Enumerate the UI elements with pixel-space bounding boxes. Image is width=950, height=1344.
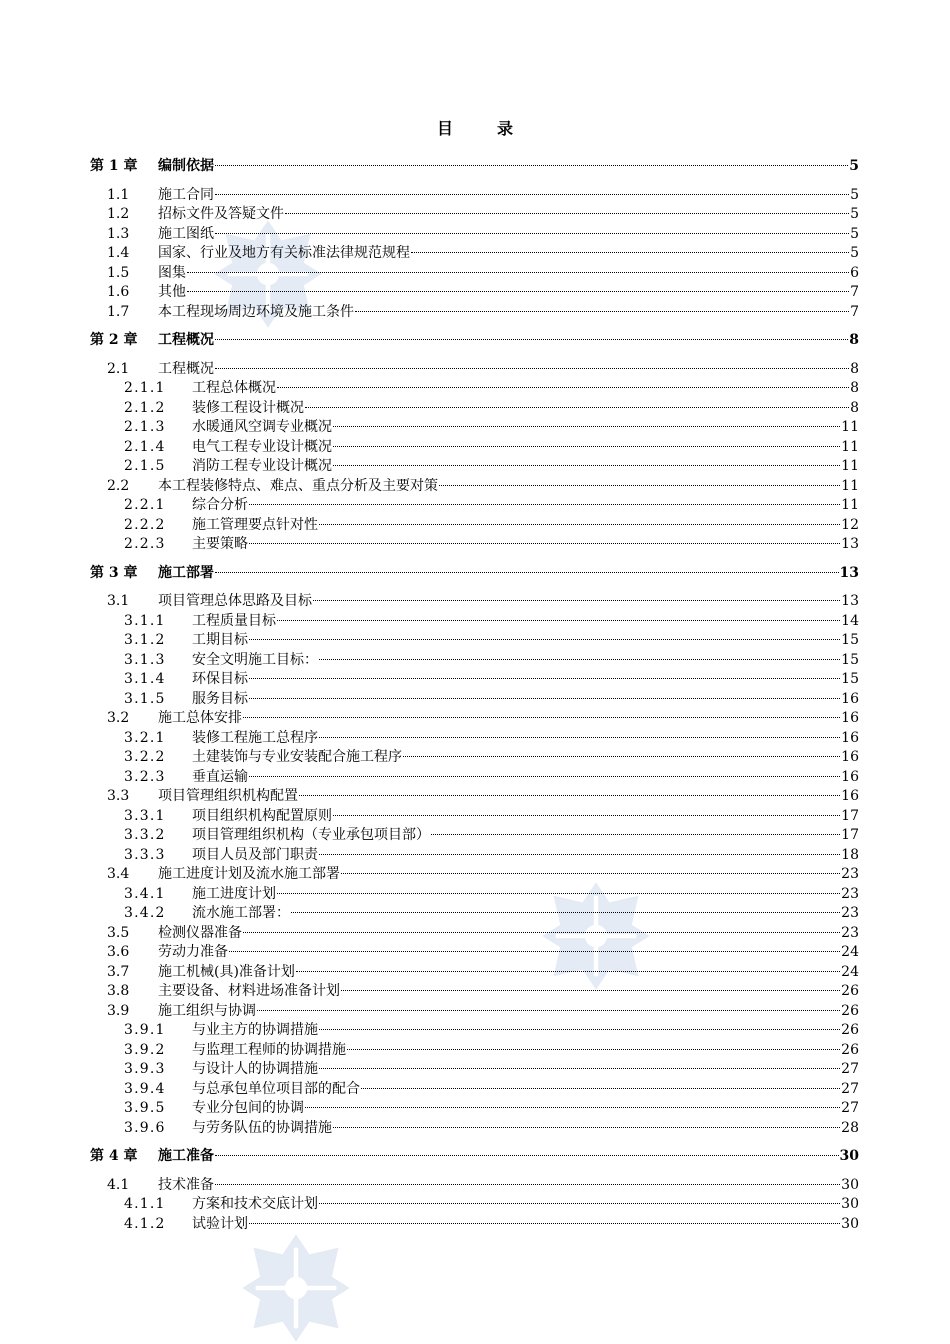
toc-page-number: 28 xyxy=(841,1119,859,1136)
toc-page-number: 5 xyxy=(850,245,859,261)
dot-leader xyxy=(249,776,840,777)
toc-entry-title: 施工进度计划及流水施工部署 xyxy=(158,866,340,882)
toc-entry-number: 3.1.3 xyxy=(124,651,166,668)
toc-entry[interactable] xyxy=(90,690,859,710)
toc-entry-title: 垂直运输 xyxy=(192,768,248,785)
toc-entry[interactable] xyxy=(90,592,859,612)
toc-page-number: 8 xyxy=(850,380,859,396)
dot-leader xyxy=(277,387,849,388)
toc-entry-number: 3.1.5 xyxy=(124,690,166,707)
dot-leader xyxy=(333,426,840,427)
dot-leader xyxy=(355,311,849,312)
toc-entry[interactable] xyxy=(90,1021,859,1041)
toc-entry-number: 2.1.3 xyxy=(124,419,166,435)
toc-entry[interactable] xyxy=(90,496,859,516)
toc-entry-number: 3.1.1 xyxy=(124,612,166,629)
dot-leader xyxy=(319,1203,840,1204)
toc-entry-number: 3.2.3 xyxy=(124,768,166,785)
toc-entry-title: 施工机械(具)准备计划 xyxy=(158,963,295,980)
dot-leader xyxy=(333,465,840,466)
toc-page-number: 23 xyxy=(841,885,859,902)
toc-entry-number: 2.1.5 xyxy=(124,458,166,474)
toc-entry-title: 施工组织与协调 xyxy=(158,1002,256,1019)
dot-leader xyxy=(215,1155,839,1156)
toc-entry-title: 本工程装修特点、难点、重点分析及主要对策 xyxy=(158,477,438,494)
toc-chapter-entry[interactable] xyxy=(90,1147,859,1167)
toc-entry-title: 环保目标 xyxy=(192,671,248,687)
toc-entry[interactable] xyxy=(90,303,859,323)
toc-page-number: 16 xyxy=(841,710,859,726)
toc-page-number: 12 xyxy=(841,516,859,533)
toc-page-number: 15 xyxy=(841,671,859,687)
dot-leader xyxy=(347,1049,840,1050)
toc-entry-number: 第 2 章 xyxy=(90,332,138,348)
dot-leader xyxy=(243,932,840,933)
dot-leader xyxy=(305,407,849,408)
toc-entry[interactable] xyxy=(90,438,859,458)
toc-page-number: 8 xyxy=(850,399,859,416)
toc-entry[interactable] xyxy=(90,264,859,284)
toc-chapter-entry[interactable] xyxy=(90,331,859,351)
toc-entry[interactable] xyxy=(90,846,859,866)
dot-leader xyxy=(439,485,840,486)
toc-entry-number: 3.6 xyxy=(107,944,130,960)
toc-entry-number: 3.7 xyxy=(107,963,130,980)
toc-page-number: 23 xyxy=(841,924,859,941)
dot-leader xyxy=(215,1184,840,1185)
toc-entry-title: 与业主方的协调措施 xyxy=(192,1022,318,1038)
toc-entry[interactable] xyxy=(90,1002,859,1022)
dot-leader xyxy=(341,873,840,874)
toc-entry-title: 主要设备、材料进场准备计划 xyxy=(158,983,340,999)
toc-page-number: 5 xyxy=(850,186,859,203)
toc-entry-title: 编制依据 xyxy=(158,158,214,174)
toc-entry[interactable] xyxy=(90,963,859,983)
toc-entry-title: 与总承包单位项目部的配合 xyxy=(192,1080,360,1097)
toc-entry-number: 2.2.1 xyxy=(124,497,166,513)
toc-entry-title: 施工准备 xyxy=(158,1148,214,1164)
dot-leader xyxy=(319,659,840,660)
toc-entry[interactable] xyxy=(90,535,859,555)
toc-page-number: 7 xyxy=(850,284,859,300)
toc-page-number: 27 xyxy=(841,1100,859,1116)
toc-entry-title: 专业分包间的协调 xyxy=(192,1100,304,1116)
toc-entry-number: 4.1.2 xyxy=(124,1215,166,1232)
dot-leader xyxy=(299,795,840,796)
toc-page-number: 11 xyxy=(841,438,859,455)
toc-entry[interactable] xyxy=(90,807,859,827)
toc-page-number: 26 xyxy=(841,1041,859,1058)
toc-page-number: 5 xyxy=(850,206,859,222)
dot-leader xyxy=(291,912,840,913)
toc-entry[interactable] xyxy=(90,631,859,651)
toc-entry[interactable] xyxy=(90,612,859,632)
toc-page-number: 30 xyxy=(841,1176,859,1193)
toc-page-number: 26 xyxy=(841,1022,859,1038)
toc-entry[interactable] xyxy=(90,1099,859,1119)
toc-entry-title: 试验计划 xyxy=(192,1215,248,1232)
toc-entry-number: 2.1.4 xyxy=(124,438,166,455)
toc-entry-title: 项目管理组织机构配置 xyxy=(158,788,298,804)
toc-entry[interactable] xyxy=(90,670,859,690)
toc-entry[interactable] xyxy=(90,865,859,885)
snowflake-watermark-icon xyxy=(240,1232,352,1344)
dot-leader xyxy=(361,1088,840,1089)
dot-leader xyxy=(249,639,840,640)
toc-entry[interactable] xyxy=(90,1060,859,1080)
toc-page-number: 8 xyxy=(850,360,859,377)
dot-leader xyxy=(187,291,849,292)
toc-chapter-entry[interactable] xyxy=(90,564,859,584)
toc-entry[interactable] xyxy=(90,709,859,729)
toc-page-number: 16 xyxy=(841,729,859,746)
toc-entry[interactable] xyxy=(90,748,859,768)
table-of-contents xyxy=(90,157,859,1234)
toc-entry[interactable] xyxy=(90,729,859,749)
toc-entry-number: 2.1.2 xyxy=(124,399,166,416)
toc-page-number: 27 xyxy=(841,1080,859,1097)
toc-entry-number: 1.5 xyxy=(107,264,130,281)
toc-page-number: 26 xyxy=(841,1002,859,1019)
toc-entry-number: 3.9.4 xyxy=(124,1080,166,1097)
toc-entry-number: 1.3 xyxy=(107,225,130,242)
dot-leader xyxy=(296,971,840,972)
dot-leader xyxy=(411,252,849,253)
toc-entry-title: 项目组织机构配置原则 xyxy=(192,807,332,824)
toc-entry-title: 装修工程设计概况 xyxy=(192,399,304,416)
toc-page-number: 15 xyxy=(841,632,859,648)
dot-leader xyxy=(215,233,849,234)
toc-page-number: 30 xyxy=(841,1196,859,1212)
dot-leader xyxy=(215,165,848,166)
dot-leader xyxy=(333,815,840,816)
toc-entry-number: 3.9.6 xyxy=(124,1119,166,1136)
toc-page-number: 13 xyxy=(841,536,859,552)
toc-entry-number: 4.1 xyxy=(107,1176,130,1193)
toc-page-number: 23 xyxy=(841,866,859,882)
toc-page-number: 30 xyxy=(839,1148,859,1164)
toc-entry[interactable] xyxy=(90,379,859,399)
toc-page-number: 17 xyxy=(841,827,859,843)
toc-page-number: 11 xyxy=(841,497,859,513)
toc-entry-number: 第 3 章 xyxy=(90,564,138,581)
toc-entry-title: 其他 xyxy=(158,284,186,300)
dot-leader xyxy=(249,678,840,679)
dot-leader xyxy=(285,213,849,214)
toc-entry-title: 施工进度计划 xyxy=(192,885,276,902)
toc-entry-number: 3.4.1 xyxy=(124,885,166,902)
dot-leader xyxy=(249,543,840,544)
toc-entry-title: 项目人员及部门职责 xyxy=(192,846,318,863)
page-title: 目 录 xyxy=(436,119,527,138)
dot-leader xyxy=(249,698,840,699)
toc-entry-number: 1.7 xyxy=(107,303,130,320)
dot-leader xyxy=(249,1223,840,1224)
toc-entry[interactable] xyxy=(90,516,859,536)
toc-entry-title: 检测仪器准备 xyxy=(158,924,242,941)
toc-entry-title: 国家、行业及地方有关标准法律规范规程 xyxy=(158,245,410,261)
toc-entry[interactable] xyxy=(90,943,859,963)
toc-entry-number: 3.3.2 xyxy=(124,827,166,843)
toc-entry[interactable] xyxy=(90,1080,859,1100)
dot-leader xyxy=(319,737,840,738)
toc-page-number: 26 xyxy=(841,983,859,999)
toc-entry[interactable] xyxy=(90,418,859,438)
dot-leader xyxy=(313,600,840,601)
dot-leader xyxy=(277,620,840,621)
toc-entry-title: 安全文明施工目标： xyxy=(192,651,318,668)
toc-entry[interactable] xyxy=(90,477,859,497)
toc-page-number: 27 xyxy=(841,1061,859,1077)
toc-page-number: 13 xyxy=(839,564,859,581)
dot-leader xyxy=(243,717,840,718)
toc-entry-title: 水暖通风空调专业概况 xyxy=(192,419,332,435)
toc-page-number: 16 xyxy=(841,788,859,804)
toc-entry[interactable] xyxy=(90,1176,859,1196)
toc-entry-title: 与监理工程师的协调措施 xyxy=(192,1041,346,1058)
toc-entry[interactable] xyxy=(90,982,859,1002)
toc-entry-title: 施工图纸 xyxy=(158,225,214,242)
toc-entry-title: 土建装饰与专业安装配合施工程序 xyxy=(192,749,402,765)
toc-entry[interactable] xyxy=(90,244,859,264)
dot-leader xyxy=(333,1127,840,1128)
toc-entry-title: 电气工程专业设计概况 xyxy=(192,438,332,455)
toc-entry-number: 1.2 xyxy=(107,206,130,222)
toc-entry-title: 图集 xyxy=(158,264,186,281)
toc-page-number: 30 xyxy=(841,1215,859,1232)
toc-entry[interactable] xyxy=(90,787,859,807)
toc-page-number: 11 xyxy=(841,419,859,435)
toc-entry-title: 流水施工部署： xyxy=(192,905,290,921)
toc-entry[interactable] xyxy=(90,283,859,303)
toc-entry-title: 劳动力准备 xyxy=(158,944,228,960)
toc-entry-number: 3.3.3 xyxy=(124,846,166,863)
toc-entry-number: 2.2 xyxy=(107,477,130,494)
toc-entry[interactable] xyxy=(90,768,859,788)
toc-entry-number: 2.2.3 xyxy=(124,536,166,552)
toc-entry-title: 工程概况 xyxy=(158,332,214,348)
toc-entry-number: 1.6 xyxy=(107,284,130,300)
toc-entry-number: 3.3 xyxy=(107,788,130,804)
toc-entry[interactable] xyxy=(90,924,859,944)
dot-leader xyxy=(229,951,840,952)
toc-entry-title: 与设计人的协调措施 xyxy=(192,1061,318,1077)
toc-entry-number: 3.9.3 xyxy=(124,1061,166,1077)
toc-entry[interactable] xyxy=(90,186,859,206)
toc-page-number: 16 xyxy=(841,749,859,765)
toc-page-number: 6 xyxy=(850,264,859,281)
dot-leader xyxy=(341,990,840,991)
dot-leader xyxy=(333,446,840,447)
toc-entry-title: 工程概况 xyxy=(158,360,214,377)
toc-entry-title: 施工管理要点针对性 xyxy=(192,516,318,533)
toc-entry-title: 技术准备 xyxy=(158,1176,214,1193)
dot-leader xyxy=(249,504,840,505)
toc-page-number: 23 xyxy=(841,905,859,921)
toc-entry-number: 3.3.1 xyxy=(124,807,166,824)
toc-entry[interactable] xyxy=(90,1041,859,1061)
toc-entry-number: 2.2.2 xyxy=(124,516,166,533)
toc-entry[interactable] xyxy=(90,1215,859,1235)
toc-entry[interactable] xyxy=(90,399,859,419)
dot-leader xyxy=(403,756,840,757)
toc-entry-number: 3.8 xyxy=(107,983,130,999)
toc-page-number: 11 xyxy=(841,477,859,494)
dot-leader xyxy=(319,1029,840,1030)
toc-entry-title: 与劳务队伍的协调措施 xyxy=(192,1119,332,1136)
toc-entry-number: 3.2.1 xyxy=(124,729,166,746)
dot-leader xyxy=(187,272,849,273)
toc-entry-title: 项目管理总体思路及目标 xyxy=(158,593,312,609)
toc-entry-number: 3.9.2 xyxy=(124,1041,166,1058)
toc-page-number: 24 xyxy=(841,963,859,980)
toc-entry[interactable] xyxy=(90,360,859,380)
toc-entry[interactable] xyxy=(90,651,859,671)
toc-entry-number: 3.1.2 xyxy=(124,632,166,648)
toc-entry-number: 3.5 xyxy=(107,924,130,941)
dot-leader xyxy=(319,1068,840,1069)
dot-leader xyxy=(431,834,840,835)
dot-leader xyxy=(215,194,849,195)
dot-leader xyxy=(277,893,840,894)
toc-entry-title: 项目管理组织机构（专业承包项目部） xyxy=(192,827,430,843)
toc-entry-number: 3.9.1 xyxy=(124,1022,166,1038)
toc-entry[interactable] xyxy=(90,826,859,846)
toc-entry-title: 综合分析 xyxy=(192,497,248,513)
toc-entry-title: 服务目标 xyxy=(192,690,248,707)
toc-page-number: 17 xyxy=(841,807,859,824)
toc-entry-title: 工期目标 xyxy=(192,632,248,648)
toc-entry-number: 3.9.5 xyxy=(124,1100,166,1116)
toc-page-number: 18 xyxy=(841,846,859,863)
toc-entry-number: 2.1.1 xyxy=(124,380,166,396)
toc-chapter-entry[interactable] xyxy=(90,157,859,177)
toc-page-number: 16 xyxy=(841,690,859,707)
toc-entry-title: 工程总体概况 xyxy=(192,380,276,396)
toc-entry[interactable] xyxy=(90,225,859,245)
dot-leader xyxy=(215,572,839,573)
toc-page-number: 7 xyxy=(850,303,859,320)
toc-entry-number: 第 4 章 xyxy=(90,1148,138,1164)
toc-entry-title: 施工总体安排 xyxy=(158,710,242,726)
dot-leader xyxy=(319,854,840,855)
toc-entry-number: 4.1.1 xyxy=(124,1196,166,1212)
toc-entry-number: 3.2 xyxy=(107,710,130,726)
toc-entry-title: 本工程现场周边环境及施工条件 xyxy=(158,303,354,320)
toc-entry-number: 1.1 xyxy=(107,186,130,203)
toc-entry-number: 3.9 xyxy=(107,1002,130,1019)
toc-entry-number: 第 1 章 xyxy=(90,158,138,174)
toc-entry-title: 施工部署 xyxy=(158,564,214,581)
toc-entry[interactable] xyxy=(90,1119,859,1139)
toc-page-number: 13 xyxy=(841,593,859,609)
dot-leader xyxy=(215,339,848,340)
toc-entry-title: 招标文件及答疑文件 xyxy=(158,206,284,222)
toc-page-number: 15 xyxy=(841,651,859,668)
toc-entry-number: 3.4.2 xyxy=(124,905,166,921)
toc-entry-number: 2.1 xyxy=(107,360,130,377)
toc-entry-number: 1.4 xyxy=(107,245,130,261)
toc-entry-title: 方案和技术交底计划 xyxy=(192,1196,318,1212)
toc-page-number: 5 xyxy=(850,225,859,242)
toc-entry[interactable] xyxy=(90,205,859,225)
dot-leader xyxy=(257,1010,840,1011)
toc-page-number: 11 xyxy=(841,458,859,474)
toc-entry-number: 3.4 xyxy=(107,866,130,882)
toc-page-number: 14 xyxy=(841,612,859,629)
toc-entry-number: 3.1 xyxy=(107,593,130,609)
toc-entry[interactable] xyxy=(90,904,859,924)
toc-page-number: 5 xyxy=(849,158,859,174)
toc-entry[interactable] xyxy=(90,457,859,477)
toc-page-number: 16 xyxy=(841,768,859,785)
dot-leader xyxy=(305,1107,840,1108)
toc-entry-number: 3.2.2 xyxy=(124,749,166,765)
toc-entry-title: 工程质量目标 xyxy=(192,612,276,629)
toc-entry-number: 3.1.4 xyxy=(124,671,166,687)
toc-entry[interactable] xyxy=(90,1195,859,1215)
toc-page-number: 24 xyxy=(841,944,859,960)
toc-entry-title: 装修工程施工总程序 xyxy=(192,729,318,746)
toc-page-number: 8 xyxy=(849,332,859,348)
dot-leader xyxy=(215,368,849,369)
dot-leader xyxy=(319,524,840,525)
toc-entry-title: 消防工程专业设计概况 xyxy=(192,458,332,474)
toc-entry[interactable] xyxy=(90,885,859,905)
toc-entry-title: 施工合同 xyxy=(158,186,214,203)
toc-entry-title: 主要策略 xyxy=(192,536,248,552)
